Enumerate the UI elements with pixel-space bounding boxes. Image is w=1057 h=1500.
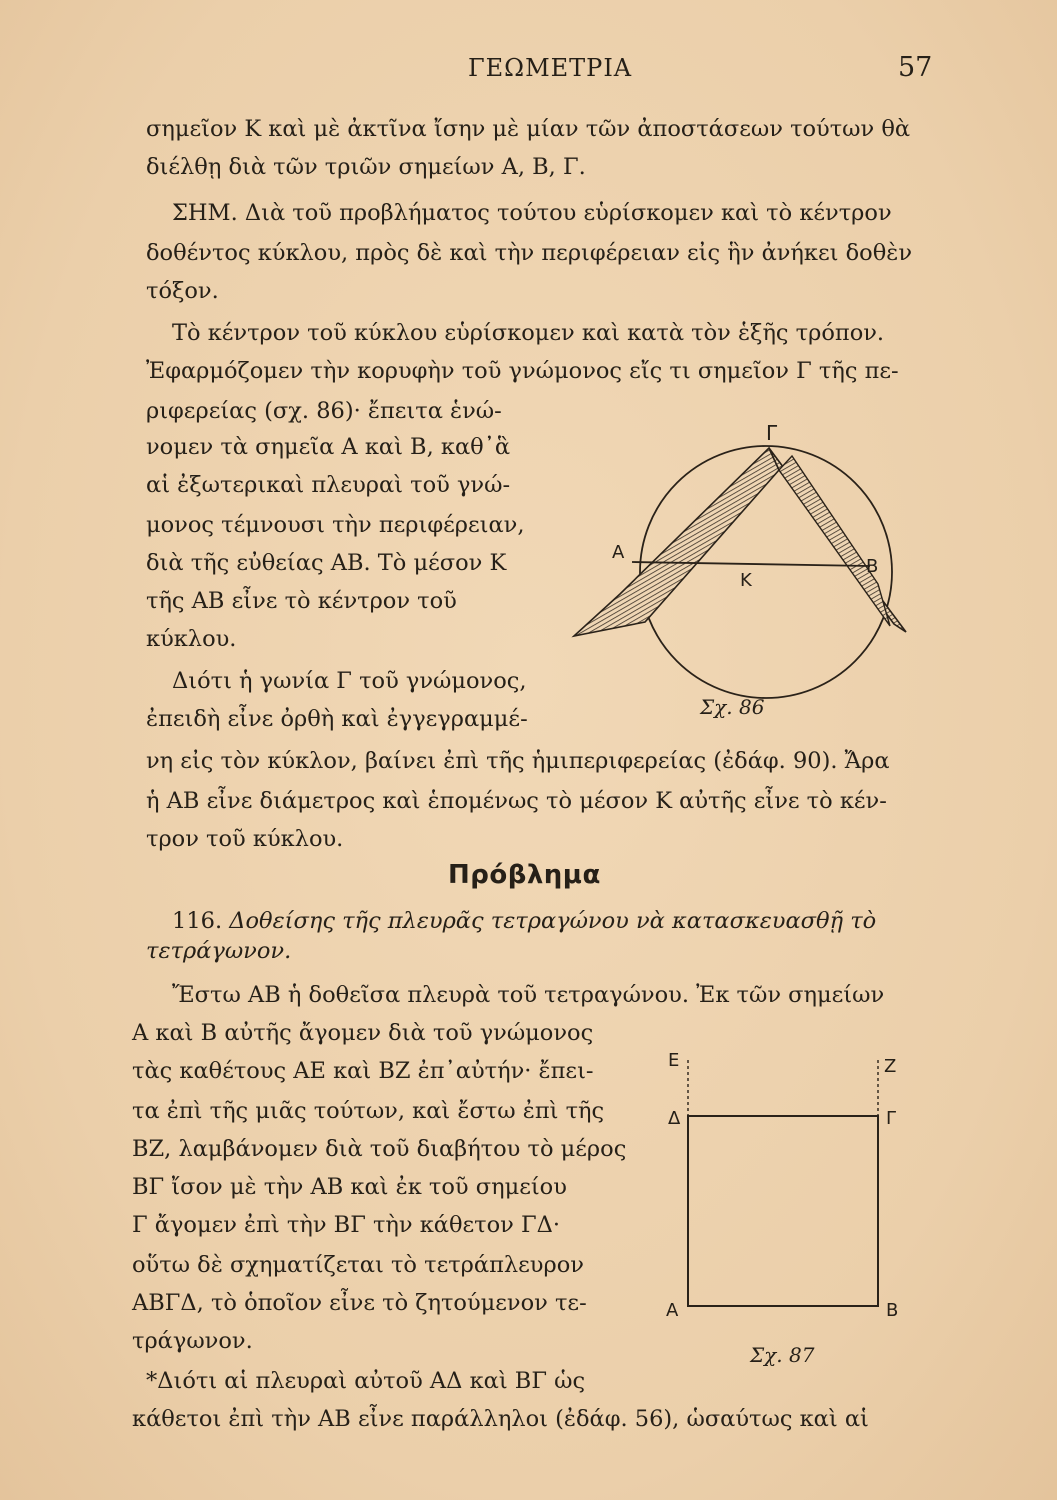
square-abgd xyxy=(688,1116,878,1306)
text-line: τρον τοῦ κύκλου. xyxy=(146,826,344,852)
label-kappa: Κ xyxy=(740,570,752,591)
figure-86-caption: Σχ. 86 xyxy=(700,695,765,719)
text-line: Ἐφαρμόζομεν τὴν κορυφὴν τοῦ γνώμονος εἴς τι σημεῖον Γ τῆς πε- xyxy=(146,358,899,384)
section-heading: Πρόβλημα xyxy=(448,860,601,890)
text-line: ἐπειδὴ εἶνε ὀρθὴ καὶ ἐγγεγραμμέ- xyxy=(146,706,528,732)
text-line: τὰς καθέτους ΑΕ καὶ ΒΖ ἐπ᾽αὐτήν· ἔπει- xyxy=(132,1058,594,1084)
running-title: ΓΕΩΜΕΤΡΙΑ xyxy=(468,54,633,82)
text-line: τράγωνον. xyxy=(132,1328,253,1354)
text-line: ΣΗΜ. Διὰ τοῦ προβλήματος τούτου εὑρίσκομεν καὶ τὸ κέντρον xyxy=(172,200,892,226)
gnomon-left-arm xyxy=(574,448,779,636)
text-line: ΑΒΓΔ, τὸ ὁποῖον εἶνε τὸ ζητούμενον τε- xyxy=(132,1290,587,1316)
label-zeta: Ζ xyxy=(884,1056,897,1077)
label-alpha: Α xyxy=(666,1300,679,1321)
text-line: νομεν τὰ σημεῖα Α καὶ Β, καθ᾽ἃ xyxy=(146,434,511,460)
figure-87-caption: Σχ. 87 xyxy=(750,1343,815,1367)
page-number: 57 xyxy=(898,52,933,83)
text-line: Α καὶ Β αὐτῆς ἄγομεν διὰ τοῦ γνώμονος xyxy=(132,1020,594,1046)
figure-87 xyxy=(660,1036,920,1376)
text-line: ἡ ΑΒ εἶνε διάμετρος καὶ ἑπομένως τὸ μέσον Κ αὐτῆς εἶνε τὸ κέν- xyxy=(146,788,887,814)
problem-number: 116. xyxy=(172,908,223,934)
label-beta: Β xyxy=(886,1300,899,1321)
text-line: σημεῖον Κ καὶ μὲ ἀκτῖνα ἴσην μὲ μίαν τῶν ἀποστάσεων τούτων θὰ xyxy=(146,116,911,142)
text-line: διὰ τῆς εὐθείας ΑΒ. Τὸ μέσον Κ xyxy=(146,550,507,576)
text-line: Διότι ἡ γωνία Γ τοῦ γνώμονος, xyxy=(172,668,527,694)
problem-statement-continued: τετράγωνον. xyxy=(146,938,292,964)
text-line: Γ ἄγομεν ἐπὶ τὴν ΒΓ τὴν κάθετον ΓΔ· xyxy=(132,1212,561,1238)
text-line: δοθέντος κύκλου, πρὸς δὲ καὶ τὴν περιφέρειαν εἰς ἣν ἀνήκει δοθὲν xyxy=(146,240,912,266)
text-line: κύκλου. xyxy=(146,626,237,652)
text-line: αἱ ἐξωτερικαὶ πλευραὶ τοῦ γνώ- xyxy=(146,472,511,498)
problem-statement xyxy=(172,906,876,936)
text-line: τῆς ΑΒ εἶνε τὸ κέντρον τοῦ xyxy=(146,588,457,614)
text-line: *Διότι αἱ πλευραὶ αὐτοῦ ΑΔ καὶ ΒΓ ὡς xyxy=(146,1368,586,1394)
text-line: οὕτω δὲ σχηματίζεται τὸ τετράπλευρον xyxy=(132,1252,584,1278)
text-line: διέλθῃ διὰ τῶν τριῶν σημείων Α, Β, Γ. xyxy=(146,154,586,180)
figure-86 xyxy=(560,418,920,738)
text-line: ΒΖ, λαμβάνομεν διὰ τοῦ διαβήτου τὸ μέρος xyxy=(132,1136,627,1162)
gnomon-right-body xyxy=(779,456,890,626)
text-line: νη εἰς τὸν κύκλον, βαίνει ἐπὶ τῆς ἡμιπεριφερείας (ἐδάφ. 90). Ἄρα xyxy=(146,748,890,774)
text-line: τα ἐπὶ τῆς μιᾶς τούτων, καὶ ἔστω ἐπὶ τῆς xyxy=(132,1098,605,1124)
text-line: τόξον. xyxy=(146,278,219,304)
label-alpha: Α xyxy=(612,542,625,563)
text-line: κάθετοι ἐπὶ τὴν ΑΒ εἶνε παράλληλοι (ἐδάφ. 56), ὡσαύτως καὶ αἱ xyxy=(132,1406,869,1432)
text-line: Ἔστω ΑΒ ἡ δοθεῖσα πλευρὰ τοῦ τετραγώνου. Ἐκ τῶν σημείων xyxy=(172,982,885,1008)
label-epsilon: Ε xyxy=(668,1050,680,1071)
text-line: Τὸ κέντρον τοῦ κύκλου εὑρίσκομεν καὶ κατὰ τὸν ἑξῆς τρόπον. xyxy=(172,320,885,346)
label-delta: Δ xyxy=(668,1108,681,1129)
text-line: μονος τέμνουσι τὴν περιφέρειαν, xyxy=(146,512,525,538)
label-beta: Β xyxy=(866,556,879,577)
label-gamma: Γ xyxy=(766,421,778,445)
problem-text: Δοθείσης τῆς πλευρᾶς τετραγώνου νὰ κατασκευασθῇ τὸ xyxy=(229,908,877,934)
label-gamma: Γ xyxy=(886,1108,897,1129)
text-line: ριφερείας (σχ. 86)· ἔπειτα ἑνώ- xyxy=(146,398,502,424)
text-line: ΒΓ ἴσον μὲ τὴν ΑΒ καὶ ἐκ τοῦ σημείου xyxy=(132,1174,567,1200)
page-header xyxy=(0,52,1057,86)
